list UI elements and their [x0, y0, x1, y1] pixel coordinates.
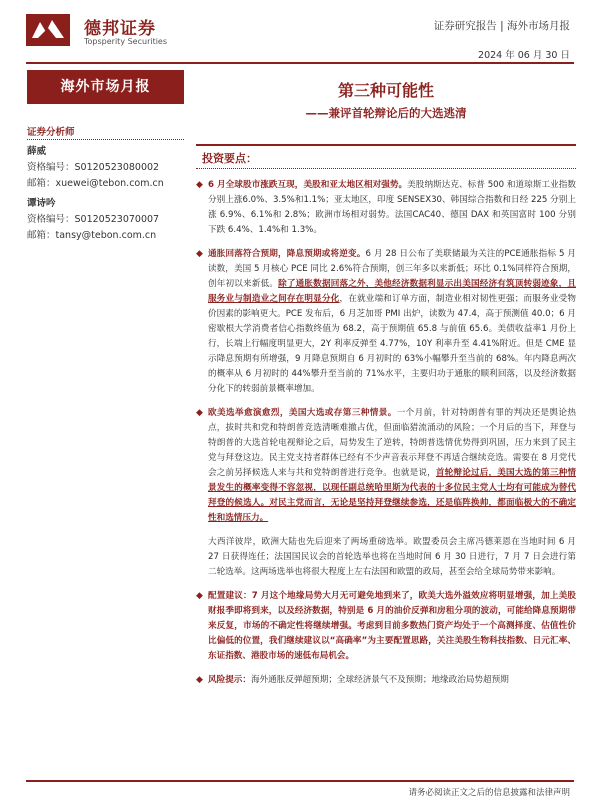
paragraph-allocation: [196, 589, 576, 664]
paragraph-elections: [196, 406, 576, 526]
paragraph-underlined: 除了通胀数据回落之外，美他经济数据利显示出美国经济有筑顶转弱迹象，且服务业与制造业之间存在明显分化: [208, 279, 576, 304]
paragraph-highlight: 通胀回落符合预期，降息预期或将逆变。: [208, 249, 366, 259]
diamond-bullet-icon: ◆: [196, 408, 203, 418]
diamond-bullet-icon: ◆: [196, 180, 203, 190]
paragraph-highlight: 风险提示：: [208, 675, 251, 685]
analyst-name: 薛威: [27, 146, 47, 157]
report-title: 第三种可能性: [337, 81, 434, 100]
analyst-email[interactable]: 邮箱：tansy@tebon.com.cn: [27, 230, 157, 241]
paragraph-underlined: 首轮辩论过后，美国大选的第三种情景发生的概率变得不容忽视，以现任副总统哈里斯为代表的十多位民主党人士均有可能成为替代拜登的候选人。对民主党而言，无论是坚持拜登继续参选，还是临阵换帅，都面临极大的不确定性和选情压力。: [208, 468, 576, 523]
paragraph-market-review: [196, 178, 576, 238]
report-subtitle: ——兼评首轮辩论后的大选逃清: [305, 106, 467, 120]
company-name-en: Topsperity Securities: [84, 37, 168, 46]
key-points-header: [196, 144, 576, 169]
analyst-cert: 资格编号：S0120523080002: [27, 162, 160, 173]
analyst-email[interactable]: 邮箱：xuewei@tebon.com.cn: [27, 178, 164, 189]
paragraph-highlight: 6 月全球股市涨跌互现，美股和亚太地区相对强势。: [208, 180, 408, 190]
paragraph-text: ，在就业端和订单方面，制造业相对韧性更强；而服务业受物价因素的影响更大。PCE 发布后，6 月芝加哥 PMI 出炉，读数为 47.4，高于预测值 40.0；6 月密歇根大学消费者信心指数终值为 68.2，高于预期值 65.8 与前值 65.6。美债收益率1 月份上行，长端上行幅度明显更大，2Y 利率反弹至 4.77%，10Y 利率升至 4.41%附近。但是 CME 显示降息预期有所增强，9 月降息预期自 6 月初时的 63%小幅攀升至当前的 68%。年内降息两次的概率从 6 月初时的 44%攀升至当前的 71%水平，主要归功于通胀的顺利回落，以及经济数据分化下的转弱前景概率增加。: [208, 294, 576, 394]
diamond-bullet-icon: ◆: [196, 249, 203, 259]
paragraph-europe: 大西洋彼岸，欧洲大陆也先后迎来了两场重磅选举。欧盟委员会主席冯德莱恩在当地时间 6 月 27 日获得连任；法国国民议会的首轮选举也将在当地时间 6 月 30 日进行，7 月 7 日会进行第二轮选举。这两场选举也将很大程度上左右法国和欧盟的政局，甚至会给全球局势带来影响。: [208, 537, 576, 577]
paragraph-text: 海外通胀反弹超预期；全球经济景气不及预期；地缘政治局势超预期: [250, 675, 509, 685]
paragraph-text: 一个月前，针对特朗普有罪的判决还是舆论热点，拔时共和党和特朗普竞选清晰难撤占优，但面临猎流涌动的风险；一个月后的当下，拜登与特朗普的大选首轮电视辩论之后，局势发生了逆转，特朗普选情优势得到巩固，压力来到了民主党与拜登这边。民主党支持者群体已经有不少声音表示拜登不再适合继续竞选。需要在 8 月党代会之前另择候选人来与共和党特朗普进行竞争。也就是说，: [208, 408, 576, 478]
analyst-name: 谭诗吟: [27, 198, 56, 209]
analyst-section-divider: [27, 139, 184, 140]
paragraph-text: 美股纳斯达克、标普 500 和道琼斯工业指数分别上涨6.0%、3.5%和1.1%；亚太地区，印度 SENSEX30、韩国综合指数和日经 225 分别上涨 6.9%、6.1%和 2.8%；欧洲市场相对弱势。法国CAC40、德国 DAX 和英国富时 100 分别下跌 6.4%、1.4%和 1.3%。: [208, 180, 576, 235]
analyst-cert: 资格编号：S0120523070007: [27, 214, 160, 225]
footer-divider: [26, 780, 574, 782]
analyst-section-title: 证券分析师: [27, 127, 75, 138]
paragraph-risk: [196, 673, 576, 688]
diamond-bullet-icon: ◆: [196, 591, 203, 601]
paragraph-highlight: 欧美选举愈演愈烈，美国大选或存第三种情景。: [208, 408, 397, 418]
company-name: 德邦证券: [84, 19, 156, 39]
report-body: [196, 178, 576, 697]
company-logo: [26, 14, 70, 46]
diamond-bullet-icon: ◆: [196, 675, 203, 685]
paragraph-highlight: 配置建议：7 月这个地缘局势大月无可避免地到来了，欧美大选外溢效应将明显增强，加上美股财报季即将到来，以及经济数据，特别是 6 月的油价反弹和房租分项的波动，可能给降息预期带来反复，市场的不确定性将继续增强。考虑到目前多数热门资产均处于一个高测择度、估值性价比偏低的位置，我们继续建议以“高确率”为主要配置思路，关注美股生物科技指数、日元汇率、东证指数、港股市场的速低布局机会。: [208, 591, 576, 661]
paragraph-inflation: [196, 247, 576, 397]
footer-disclaimer: 请务必阅读正文之后的信息披露和法律声明: [408, 788, 570, 798]
header-divider: [26, 62, 574, 64]
paragraph-text: 6 月 28 日公布了美联储最为关注的PCE通胀指标 5 月读数，美国 5 月核心 PCE 同比 2.6%符合预期，创三年多以来新低；环比 0.1%同样符合预期，创年初以来新低。: [208, 249, 576, 289]
report-date: 2024 年 06 月 30 日: [478, 50, 570, 61]
sidebar-banner: 海外市场月报: [27, 70, 184, 104]
key-points-label: 投资要点：: [202, 152, 257, 165]
report-type: 证券研究报告 | 海外市场月报: [433, 20, 570, 32]
